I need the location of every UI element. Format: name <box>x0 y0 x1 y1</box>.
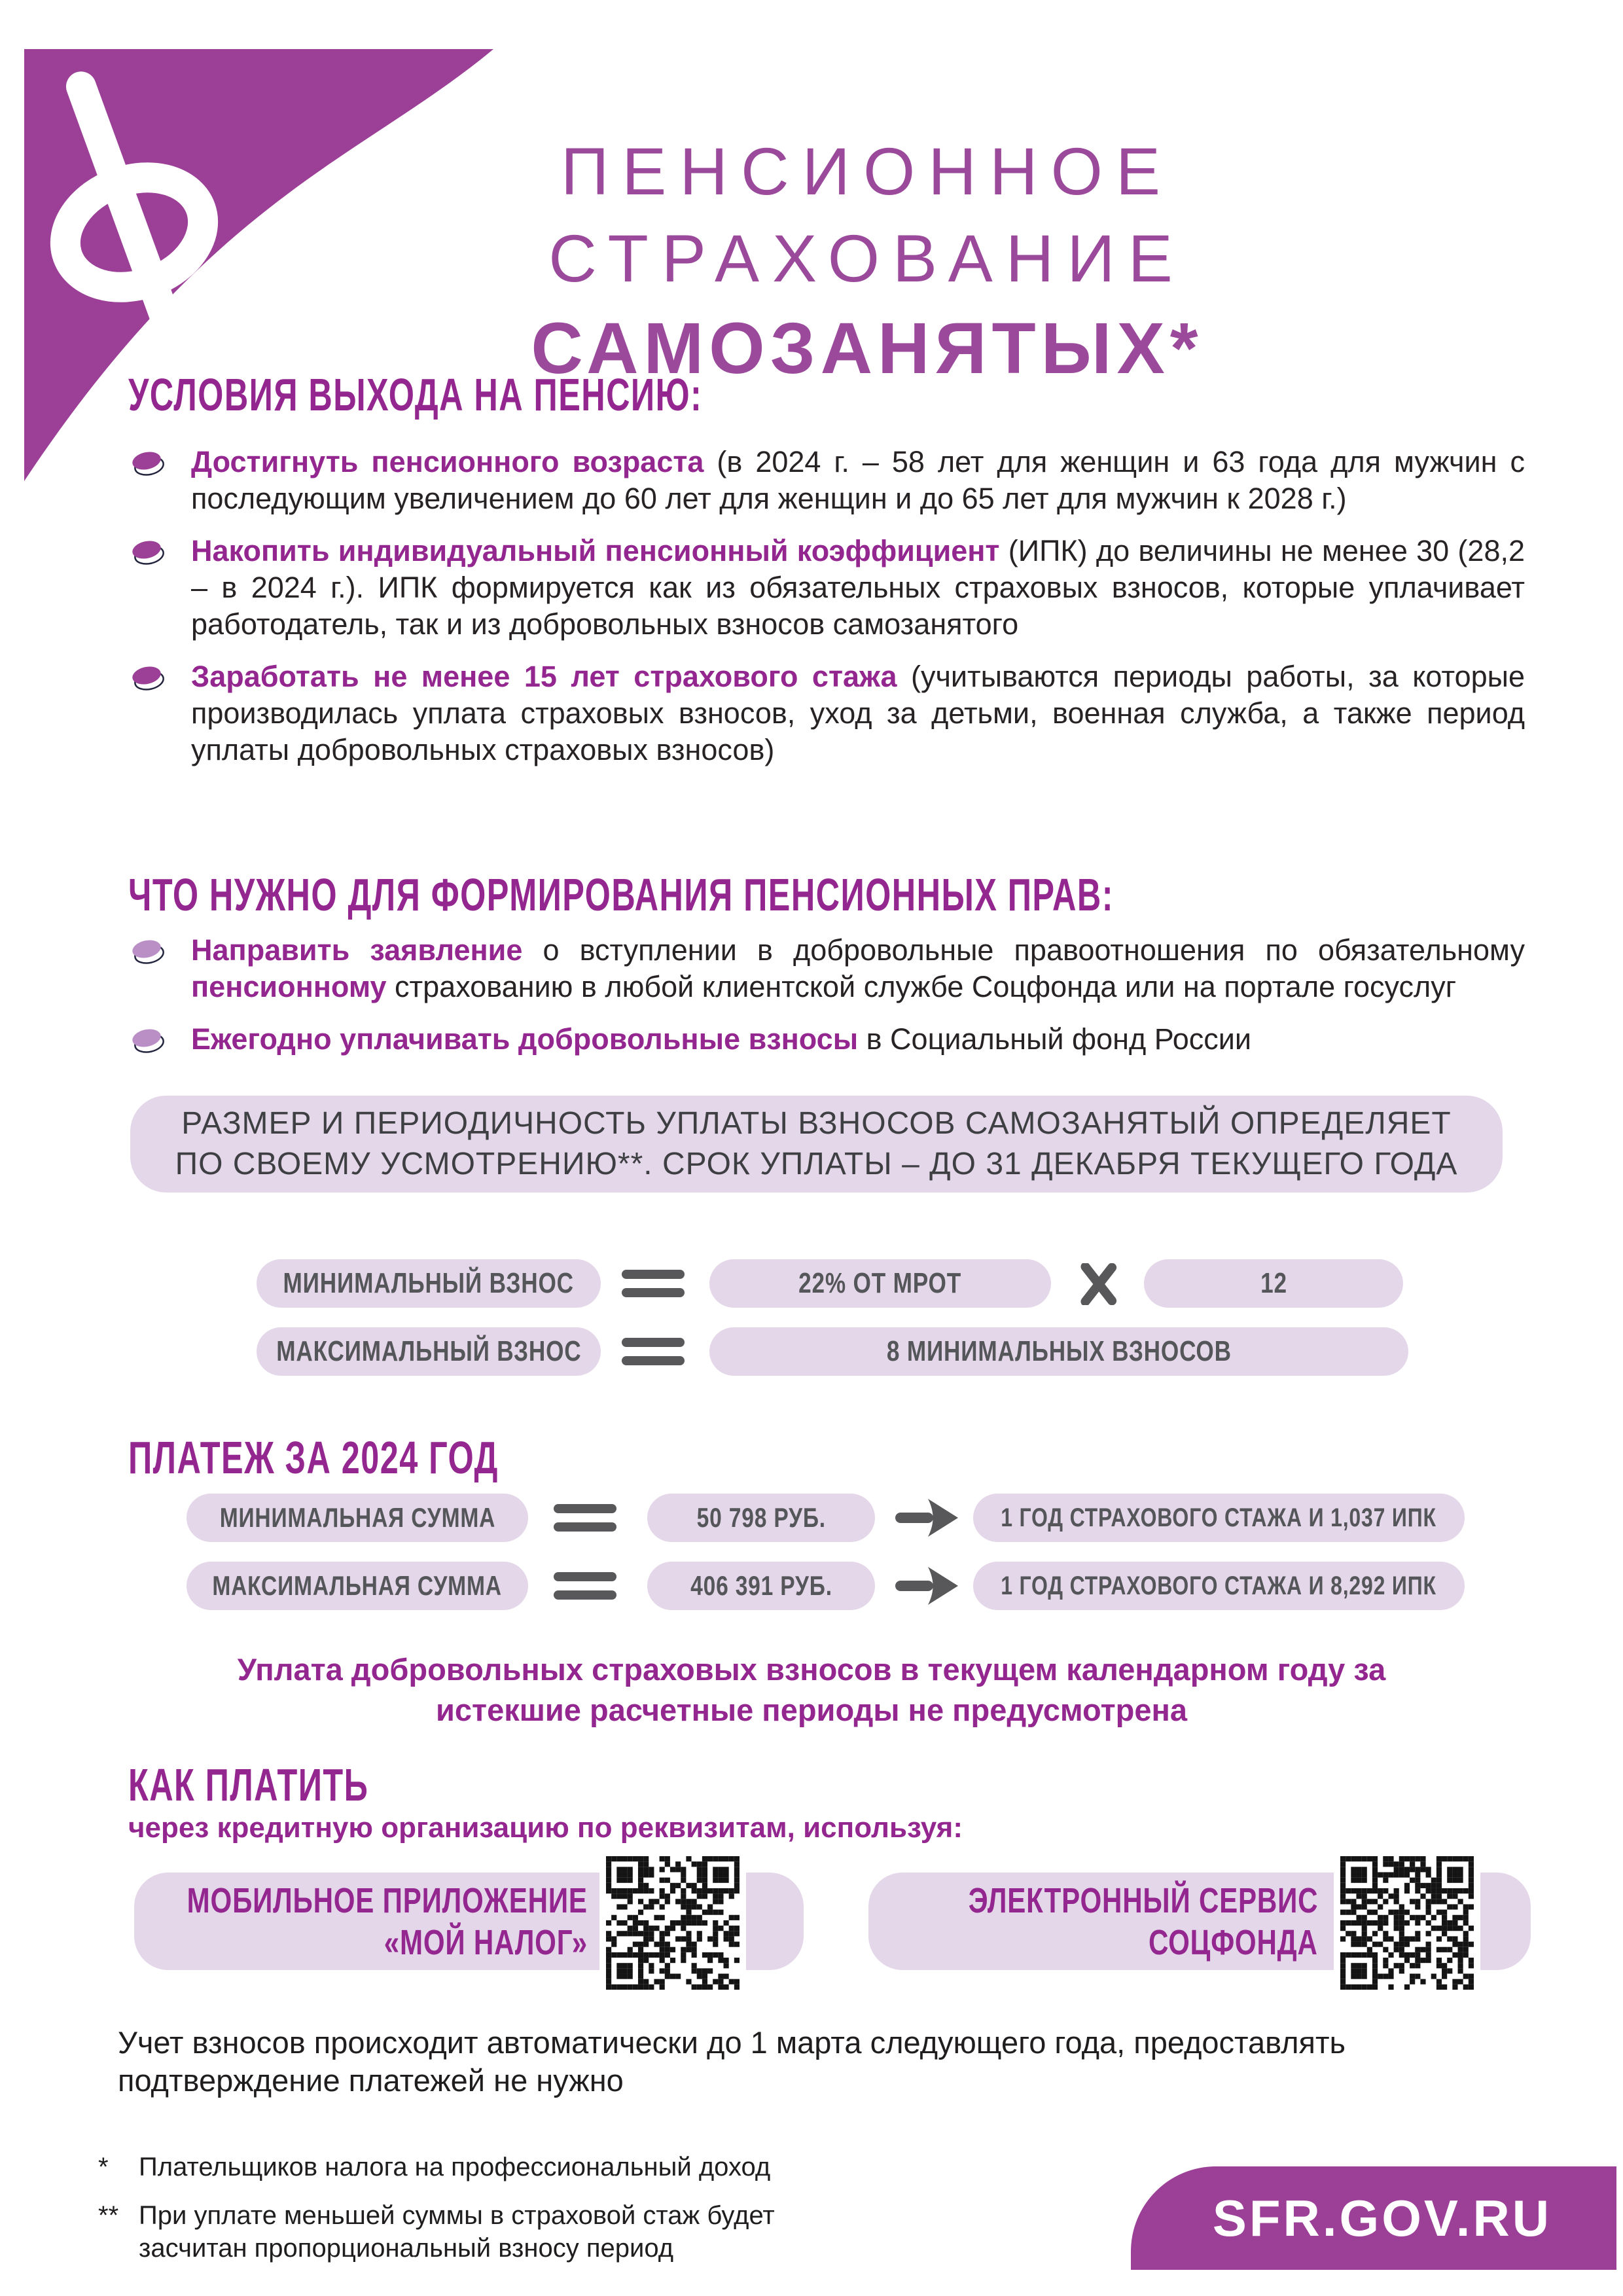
page-title-line1: ПЕНСИОННОЕ СТРАХОВАНИЕ <box>548 134 1186 296</box>
conditions-bullet-list <box>128 444 1525 768</box>
pill-min-contribution-label <box>257 1259 601 1308</box>
equals-bar <box>554 1590 616 1600</box>
coin-bullet-icon <box>130 448 168 478</box>
footnote <box>98 2199 851 2265</box>
section-conditions-header-text: УСЛОВИЯ ВЫХОДА НА ПЕНСИЮ: <box>128 369 703 420</box>
bullet-lead: Ежегодно уплачивать добровольные взносы <box>191 1022 859 1056</box>
bullet-text: (в 2024 г. – 58 лет для женщин и 63 года для мужчин с последующим увеличением до 60 лет для женщин и до 65 лет для мужчин к 2028 г.) <box>191 445 1525 515</box>
how-to-pay-subtitle: через кредитную организацию по реквизитам, используя: <box>128 1812 963 1844</box>
equals-icon <box>554 1562 616 1610</box>
equals-bar <box>622 1338 685 1347</box>
pill-label: 22% ОТ МРОТ <box>798 1267 962 1299</box>
equals-bar <box>554 1522 616 1532</box>
arrow-right-icon <box>895 1567 958 1605</box>
pill-max-sum-result <box>973 1562 1465 1610</box>
payment-2024-header <box>128 1432 643 1483</box>
pill-12-months <box>1144 1259 1403 1308</box>
coin-bullet-icon <box>130 1025 168 1055</box>
pill-label: 50 798 РУБ. <box>696 1502 826 1533</box>
info-box-line2: ПО СВОЕМУ УСМОТРЕНИЮ**. СРОК УПЛАТЫ – ДО 31 ДЕКАБРЯ ТЕКУЩЕГО ГОДА <box>175 1147 1458 1181</box>
pill-22-percent-mrot <box>709 1259 1051 1308</box>
pill-min-sum-amount <box>647 1494 875 1542</box>
coin-bullet-icon <box>130 662 168 692</box>
arrow-right-icon <box>895 1499 958 1537</box>
pill-label: МАКСИМАЛЬНЫЙ ВЗНОС <box>276 1335 582 1367</box>
pill-label: МАКСИМАЛЬНАЯ СУММА <box>212 1570 503 1601</box>
retroactive-payment-note: Уплата добровольных страховых взносов в текущем календарном году за истекшие расчетные периоды не предусмотрена <box>237 1652 1386 1727</box>
footnote-mark: * <box>98 2153 109 2181</box>
qr-code-my-nalog <box>599 1850 746 1996</box>
pill-max-sum-amount <box>647 1562 875 1610</box>
equals-icon <box>622 1259 685 1308</box>
pill-max-contribution-label <box>257 1327 601 1376</box>
pill-8-min-contributions <box>709 1327 1408 1376</box>
equals-icon <box>554 1494 616 1542</box>
card-line: ЭЛЕКТРОННЫЙ СЕРВИС <box>968 1880 1318 1920</box>
pill-label: 8 МИНИМАЛЬНЫХ ВЗНОСОВ <box>886 1335 1232 1367</box>
card-line: МОБИЛЬНОЕ ПРИЛОЖЕНИЕ <box>187 1880 588 1920</box>
pill-label: 1 ГОД СТРАХОВОГО СТАЖА И 1,037 ИПК <box>1001 1503 1437 1532</box>
footnote-text: При уплате меньшей суммы в страховой стаж будет засчитан пропорциональный взносу период <box>139 2201 775 2263</box>
pill-label: 406 391 РУБ. <box>690 1570 832 1601</box>
equals-bar <box>622 1270 685 1279</box>
list-item <box>128 1021 1525 1058</box>
footnote-mark: ** <box>98 2201 119 2230</box>
footnote <box>98 2151 851 2183</box>
how-to-pay-header-text: КАК ПЛАТИТЬ <box>128 1759 369 1810</box>
pill-label: МИНИМАЛЬНАЯ СУММА <box>219 1502 495 1533</box>
info-box-line1: РАЗМЕР И ПЕРИОДИЧНОСТЬ УПЛАТЫ ВЗНОСОВ САМОЗАНЯТЫЙ ОПРЕДЕЛЯЕТ <box>181 1106 1452 1141</box>
page-title-line2: САМОЗАНЯТЫХ* <box>531 308 1204 389</box>
bullet-lead: Направить заявление <box>191 933 523 967</box>
footnote-text: Плательщиков налога на профессиональный доход <box>139 2153 771 2181</box>
equals-bar <box>554 1572 616 1581</box>
pill-label: 12 <box>1260 1267 1287 1299</box>
bullet-lead: Заработать не менее 15 лет страхового стажа <box>191 660 897 693</box>
page-title <box>249 128 1486 395</box>
bullet-text: (учитываются периоды работы, за которые производилась уплата страховых взносов, уход за детьми, военная служба, а также период уплаты добровольных страховых взносов) <box>191 660 1525 766</box>
equals-bar <box>554 1504 616 1513</box>
bullet-text: страхованию в любой клиентской службе Соцфонда или на портале госуслуг <box>386 970 1457 1003</box>
contribution-info-box <box>130 1096 1503 1193</box>
pill-label: 1 ГОД СТРАХОВОГО СТАЖА И 8,292 ИПК <box>1001 1571 1437 1600</box>
bullet-text: (ИПК) до величины не менее 30 (28,2 – в 2024 г.). ИПК формируется как из обязательных страховых взносов, которые уплачивает работодатель, так и из добровольных взносов самозанятого <box>191 534 1525 641</box>
list-item <box>128 444 1525 517</box>
section-conditions-header <box>128 369 925 420</box>
footnotes <box>98 2151 851 2265</box>
rights-bullet-list <box>128 932 1525 1058</box>
list-item <box>128 932 1525 1005</box>
automatic-accounting-note: Учет взносов происходит автоматически до 1 марта следующего года, предоставлять подтверждение платежей не нужно <box>118 2025 1346 2098</box>
coin-bullet-icon <box>130 936 168 966</box>
bullet-lead: Достигнуть пенсионного возраста <box>191 445 704 478</box>
sfr-website-badge: SFR.GOV.RU <box>1131 2166 1616 2270</box>
pill-max-sum-label <box>187 1562 528 1610</box>
qr-code-sfr-service <box>1334 1850 1480 1996</box>
equals-bar <box>622 1356 685 1365</box>
payment-2024-header-text: ПЛАТЕЖ ЗА 2024 ГОД <box>128 1432 499 1483</box>
list-item <box>128 658 1525 768</box>
equals-icon <box>622 1327 685 1376</box>
card-line: СОЦФОНДА <box>1149 1922 1318 1962</box>
bullet-text: о вступлении в добровольные правоотношения по обязательному <box>522 933 1525 967</box>
pill-min-sum-result <box>973 1494 1465 1542</box>
pill-min-sum-label <box>187 1494 528 1542</box>
bullet-accent: пенсионному <box>191 970 387 1003</box>
how-to-pay-header <box>128 1759 462 1810</box>
bullet-lead: Накопить индивидуальный пенсионный коэффициент <box>191 534 1000 567</box>
section-rights-header-text: ЧТО НУЖНО ДЛЯ ФОРМИРОВАНИЯ ПЕНСИОННЫХ ПРАВ: <box>128 869 1114 920</box>
bullet-text: в Социальный фонд России <box>858 1022 1252 1056</box>
card-line: «МОЙ НАЛОГ» <box>383 1922 588 1962</box>
list-item <box>128 533 1525 643</box>
equals-bar <box>622 1288 685 1297</box>
multiply-icon <box>1075 1263 1122 1305</box>
section-rights-header <box>128 869 1497 920</box>
coin-bullet-icon <box>130 537 168 567</box>
pill-label: МИНИМАЛЬНЫЙ ВЗНОС <box>283 1267 575 1299</box>
